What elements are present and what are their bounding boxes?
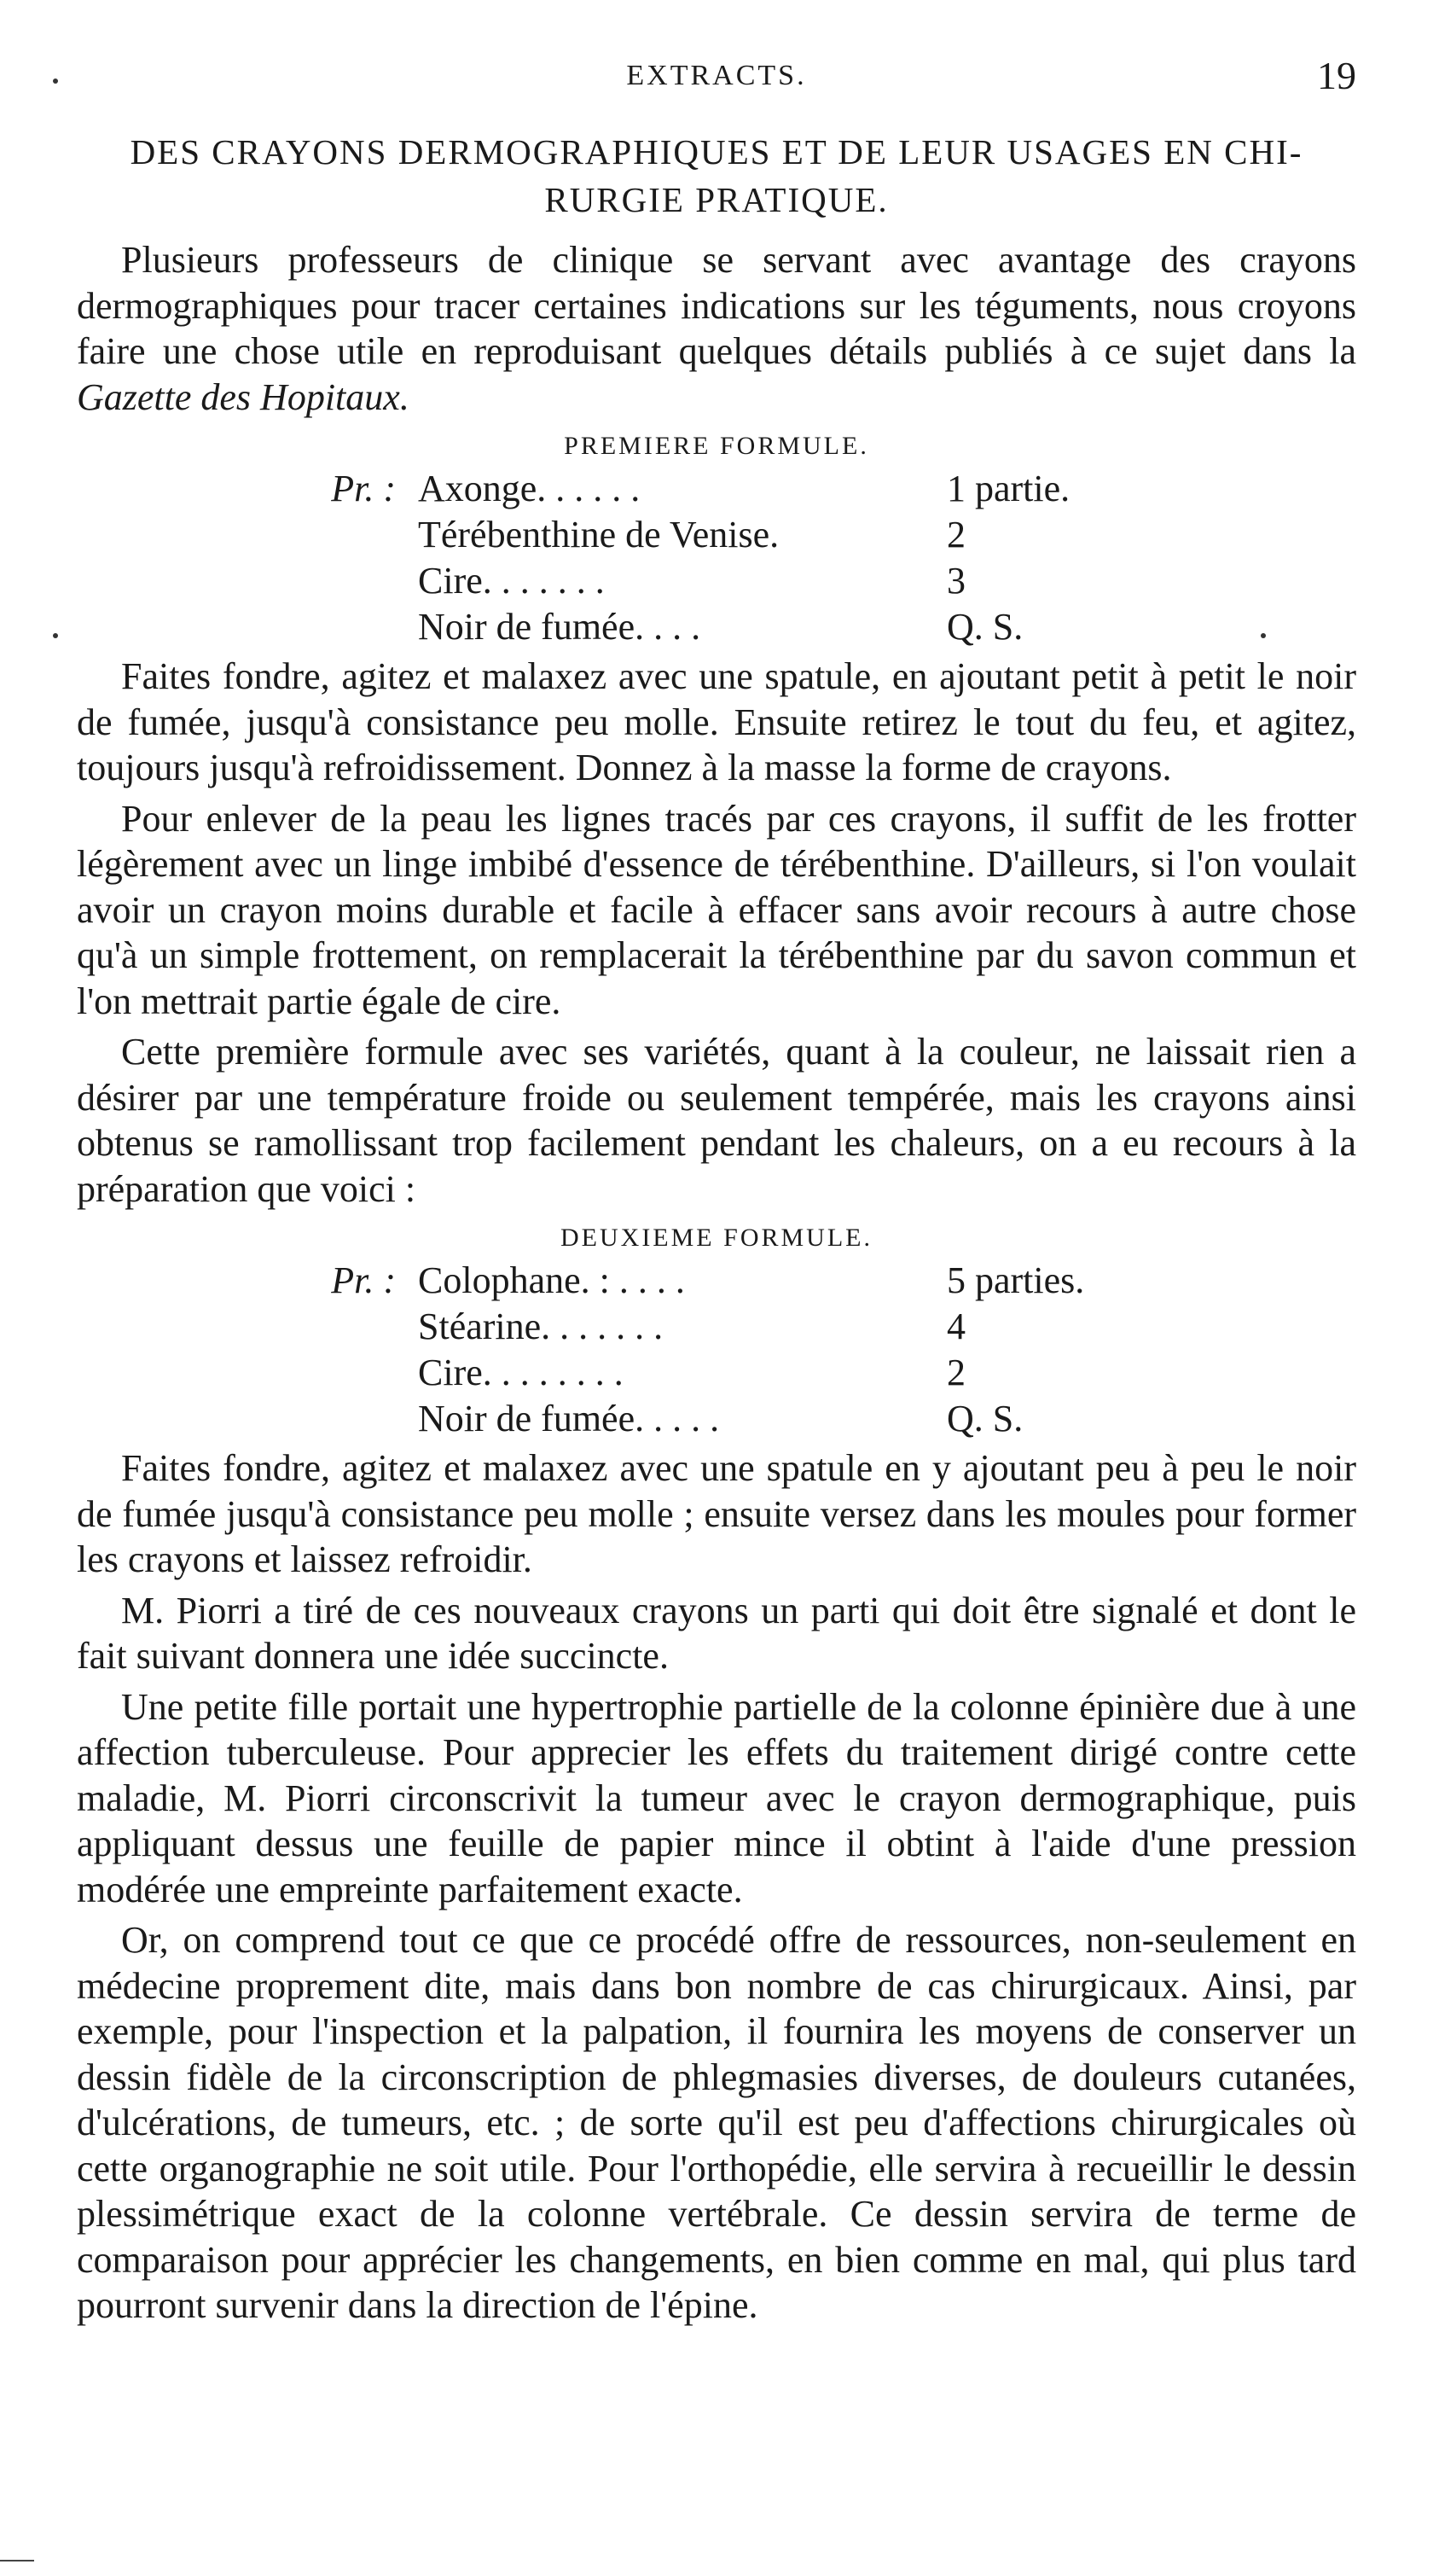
article [77,128,1356,2334]
print-speck [53,633,58,638]
formula-2-title: DEUXIEME FORMULE. [560,1224,873,1252]
case-paragraph: Une petite fille portait une hypertrophie partielle de la colonne épinière due à une affection tuberculeuse. Pour apprecier les effets du traitement dirigé contre cette maladie, M. Piorri circonscrivit la tumeur avec le crayon dermographique, puis appliquant dessus une feuille de papier mince il obtint à l'aide d'une pression modérée une empreinte parfaitement exacte. [77,1685,1356,1910]
formula-2-recipe [77,1258,1356,1442]
article-title-line-2: RURGIE PRATIQUE. [544,180,889,219]
page-number: 19 [1317,54,1356,97]
recipe-row [77,466,1356,512]
prescription-label: Pr. : [331,468,396,509]
ingredient-quantity: 5 parties. [947,1259,1085,1301]
ingredient-name: Noir de fumée. . . . . [418,1398,720,1439]
method-paragraph-2: Faites fondre, agitez et malaxez avec une spatule en y ajoutant peu à peu le noir de fumée jusqu'à consistance peu molle ; ensuite versez dans les moules pour former les crayons et laissez refroidir. [77,1447,1356,1580]
first-formula-paragraph: Cette première formule avec ses variétés, quant à la couleur, ne laissait rien a désirer par une température froide ou seulement tempérée, mais les crayons ainsi obtenus se ramollissant trop facilement pendant les chaleurs, on a eu recours à la préparation que voici : [77,1031,1356,1210]
bottom-rule [0,2560,34,2561]
formula-1-recipe [77,466,1356,650]
recipe-row [77,1304,1356,1350]
recipe-row [77,1350,1356,1396]
ingredient-name: Noir de fumée. . . . [418,606,701,648]
prescription-label: Pr. : [331,1259,396,1301]
ingredient-quantity: Q. S. [947,1398,1024,1439]
article-title [77,128,1356,224]
running-title: EXTRACTS. [626,60,807,91]
ingredient-name: Térébenthine de Venise. [418,514,780,555]
intro-text: Plusieurs professeurs de clinique se servant avec avantage des crayons dermographiques pour tracer certaines indications sur les téguments, nous croyons faire une chose utile en reproduisant quelques détails publiés à ce sujet dans la [77,239,1356,372]
ingredient-quantity: 2 [947,514,966,555]
recipe-row [77,1258,1356,1304]
ingredient-quantity: 1 partie. [947,468,1071,509]
running-header [77,53,1356,104]
recipe-row [77,558,1356,604]
recipe-row [77,512,1356,558]
ingredient-quantity: 2 [947,1352,966,1393]
ingredient-name: Colophane. : . . . . [418,1259,685,1301]
removal-paragraph: Pour enlever de la peau les lignes tracés par ces crayons, il suffit de les frotter légèrement avec un linge imbibé d'essence de térébenthine. D'ailleurs, si l'on voulait avoir un crayon moins durable et facile à effacer sans avoir recours à autre chose qu'à un simple frottement, on remplacerait la térébenthine par du savon commun et l'on mettrait partie égale de cire. [77,797,1356,1022]
intro-paragraph [77,237,1356,420]
ingredient-name: Stéarine. . . . . . . [418,1305,664,1347]
piorri-paragraph: M. Piorri a tiré de ces nouveaux crayons un parti qui doit être signalé et dont le fait suivant donnera une idée succincte. [77,1589,1356,1677]
ingredient-name: Cire. . . . . . . . [418,1352,624,1393]
source-citation: Gazette des Hopitaux. [77,375,409,418]
ingredient-quantity: 3 [947,560,966,602]
recipe-row [77,1396,1356,1442]
formula-1-title: PREMIERE FORMULE. [564,432,869,460]
print-speck [53,79,58,84]
recipe-row [77,604,1356,650]
method-paragraph-1: Faites fondre, agitez et malaxez avec une spatule, en ajoutant petit à petit le noir de fumée, jusqu'à consistance peu molle. Ensuite retirez le tout du feu, et agitez, toujours jusqu'à refroidissement. Donnez à la masse la forme de crayons. [77,655,1356,788]
ingredient-name: Cire. . . . . . . [418,560,605,602]
ingredient-name: Axonge. . . . . . [418,468,641,509]
conclusion-paragraph: Or, on comprend tout ce que ce procédé offre de ressources, non-seulement en médecine proprement dite, mais dans bon nombre de cas chirurgicaux. Ainsi, par exemple, pour l'inspection et la palpation, il fournira les moyens de conserver un dessin fidèle de la circonscription de phlegmasies diverses, de douleurs cutanées, d'ulcérations, de tumeurs, etc. ; de sorte qu'il est peu d'affections chirurgicales où cette organographie ne soit utile. Pour l'orthopédie, elle servira à recueillir le dessin plessimétrique exact de la colonne vertébrale. Ce dessin servira de terme de comparaison pour apprécier les changements, en bien comme en mal, qui plus tard pourront survenir dans la direction de l'épine. [77,1919,1356,2326]
ingredient-quantity: Q. S. [947,606,1024,648]
ingredient-quantity: 4 [947,1305,966,1347]
article-title-line-1: DES CRAYONS DERMOGRAPHIQUES ET DE LEUR USAGES EN CHI- [130,132,1303,172]
